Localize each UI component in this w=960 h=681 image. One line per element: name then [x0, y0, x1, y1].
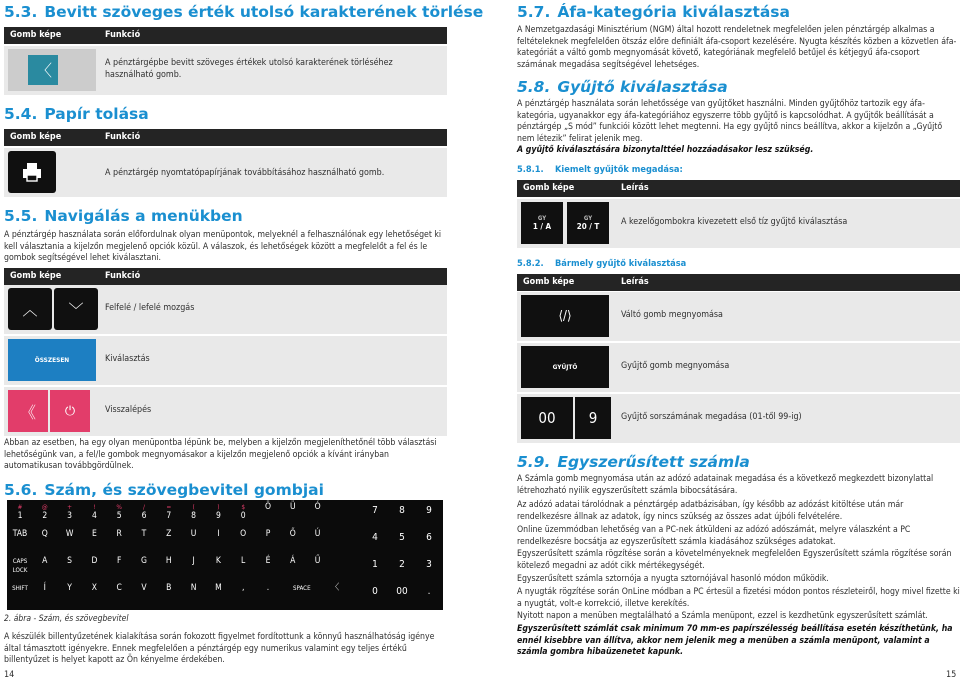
key-label: L — [241, 556, 246, 566]
key-label: F — [116, 556, 122, 566]
keyboard-key — [108, 503, 130, 521]
keyboard-key — [207, 557, 229, 566]
keyboard-key — [133, 503, 155, 521]
key-label: O — [240, 529, 247, 539]
keyboard-key — [158, 503, 180, 521]
keyboard-key — [133, 584, 155, 593]
key-label: Ú — [314, 529, 321, 539]
key-label: 0 — [240, 511, 246, 521]
numpad-key: 4 — [372, 532, 378, 543]
numpad-key: 7 — [372, 505, 378, 516]
table-row — [517, 394, 960, 443]
row-description: Gyűjtő sorszámának megadása (01-től 99-ig) — [621, 412, 802, 422]
keyboard-key — [83, 584, 105, 593]
row-description: A pénztárgép nyomtatópapírjának továbbításához használható gomb. — [105, 168, 385, 178]
section-5-3-heading: 5.3. Bevitt szöveges érték utolsó karakterének törlése — [4, 3, 484, 21]
power-key — [50, 390, 90, 432]
table-row — [517, 199, 960, 248]
shift-key — [521, 295, 609, 337]
printer-icon — [20, 160, 44, 184]
numpad-key: 0 — [372, 586, 378, 597]
key-label: A — [42, 556, 48, 566]
key-symbol: ) — [217, 503, 220, 511]
back-key — [8, 390, 48, 432]
keyboard-key — [307, 503, 329, 512]
key-label: M — [215, 583, 222, 593]
keyboard-key — [59, 557, 81, 566]
keyboard-key — [282, 584, 322, 593]
keyboard-key — [257, 584, 279, 593]
key-label: 3 — [67, 511, 73, 521]
backspace-key: 〈 — [8, 49, 96, 91]
keyboard-key — [232, 557, 254, 566]
key-label: 〈 — [330, 583, 340, 593]
key-label: W — [65, 529, 74, 539]
key-label: 4 — [91, 511, 97, 521]
numpad-key: 00 — [396, 586, 408, 597]
section-paragraph: Online üzemmódban lehetőség van a PC-nek átküldeni az adózó adószámát, melyre válaszként a PC rendelkezésre bocsátja az egyszerűsített számla kiadásához szükséges adatokat. — [517, 525, 911, 547]
down-key — [54, 288, 98, 330]
keyboard-key — [59, 503, 81, 521]
keyboard-key — [207, 584, 229, 593]
key-label: H — [165, 556, 172, 566]
key-label: Ű — [314, 556, 321, 566]
keyboard-key — [108, 530, 130, 539]
keyboard-key — [34, 557, 56, 566]
keyboard-key — [324, 584, 346, 593]
key-label: CAPS LOCK — [12, 558, 28, 574]
key-label: . — [266, 583, 270, 593]
section-5-5-heading: 5.5. Navigálás a menükben — [4, 207, 243, 225]
section-paragraph: A Nemzetgazdasági Minisztérium (NGM) által hozott rendeletnek megfelelően jelen pénztárgép alkalmas a feltételeknek megfelelően ötszáz előre definiált áfa-csoport kezelésére. Nyugta készítés közben a közvetlen áfa-kategóriát a váltó gomb megnyomását követő, kategóriának megfelelő betűjel és kétjegyű áfa-csoport számának megadása segítségével lehetséges. — [517, 25, 957, 70]
keyboard-key — [207, 503, 229, 521]
keyboard-key — [108, 557, 130, 566]
key-label: I — [217, 529, 220, 539]
key-label: SPACE — [292, 585, 311, 592]
section-paragraph: A pénztárgép használata során lehetőssége van gyűjtőket használni. Minden gyűjtőhöz tartozik egy áfa-kategória, ugyanakkor egy áfa-kategóriához egyszerre több gyűjtő is kapcsolódhat. A gyűjtők beállítását a pénztárgép „S mód” funkciói között lehet megtenni. Ha egy gyűjtő nincs beállítva, akkor a kijelzőn a „Gyűjtő nem létezik” felirat jelenik meg. — [517, 99, 943, 144]
key-label: D — [91, 556, 98, 566]
key-label: 2 — [42, 511, 48, 521]
keyboard-key — [183, 503, 205, 521]
table-header: Gomb képe Funkció — [4, 27, 447, 44]
keyboard-key — [83, 557, 105, 566]
key-symbol: $ — [241, 503, 246, 511]
keyboard-key — [83, 530, 105, 539]
section-paragraph: Abban az esetben, ha egy olyan menüpontba lépünk be, melyben a kijelzőn megjeleníthetőnél több választási lehetőségünk van, a fel/le gombok megnyomásakor a kijelzőn megjelenő opciók a kívánt irányban automatikusan továbbgördülnek. — [4, 438, 437, 471]
section-5-7-heading: 5.7. Áfa-kategória kiválasztása — [517, 3, 790, 21]
key-label: X — [91, 583, 98, 593]
section-5-4-heading: 5.4. Papír tolása — [4, 105, 149, 123]
section-5-6-heading: 5.6. Szám, és szövegbevitel gombjai — [4, 481, 324, 499]
page-number: 15 — [946, 670, 957, 680]
section-paragraph: A Számla gomb megnyomása után az adózó adatainak megadása és a következő megkezdett bizonylattal létrehozható nyilik egyszerűsített számla bibocsátására. — [517, 474, 934, 496]
key-label: Z — [166, 529, 172, 539]
key-label: TAB — [12, 529, 28, 539]
key-symbol: @ — [41, 503, 48, 511]
code-shift-icon: ⟨/⟩ — [558, 308, 572, 324]
table-row — [517, 292, 960, 341]
table-header: Gomb képe Leírás — [517, 274, 960, 291]
collector-key: GYŰJTŐ — [521, 346, 609, 388]
numpad-key: 2 — [399, 559, 405, 570]
key-label: N — [190, 583, 197, 593]
keyboard-key — [158, 530, 180, 539]
table-row — [4, 336, 447, 385]
double-chevron-left-icon: 《 — [19, 402, 36, 422]
key-symbol: + — [67, 503, 73, 511]
key-label: SHIFT — [12, 585, 28, 592]
section-5-9-heading: 5.9. Egyszerűsített számla — [517, 453, 750, 471]
section-paragraph: Az adózó adatai tárolódnak a pénztárgép adatbázisában, így később az adózást kitöltése után már rendelkezésre állnak az adatok, így nincs szükség az összes adat újbóli felvételére. — [517, 500, 904, 522]
keyboard-key — [34, 503, 56, 521]
row-description: Gyűjtő gomb megnyomása — [621, 361, 730, 371]
keyboard-key — [59, 584, 81, 593]
keyboard-key — [257, 557, 279, 566]
key-symbol: ( — [192, 503, 195, 511]
key-symbol: % — [116, 503, 122, 511]
key-label: R — [116, 529, 122, 539]
key-label: É — [265, 556, 271, 566]
keyboard-key — [282, 530, 304, 539]
chevron-up-icon: ︿ — [22, 300, 38, 319]
numpad-key: 8 — [399, 505, 405, 516]
key-label: Y — [67, 583, 72, 593]
key-label: J — [192, 556, 195, 566]
numpad-key: . — [427, 586, 431, 597]
section-paragraph: A nyugták rögzítése során OnLine módban a PC értesül a fizetési módon pontos részleteiről, hogy mivel fizette ki a nyugtát, volt-e korrekció, illetve kerekítés. — [517, 587, 960, 609]
numpad-key: 1 — [372, 559, 378, 570]
key-label: 5 — [116, 511, 122, 521]
keyboard-key — [232, 584, 254, 593]
section-5-8-2-heading: 5.8.2. Bármely gyűjtő kiválasztása — [517, 258, 687, 269]
table-row — [4, 285, 447, 334]
power-icon: ⏻ — [64, 403, 76, 419]
key-label: U — [190, 529, 197, 539]
keyboard-key — [232, 503, 254, 521]
key-label: B — [166, 583, 172, 593]
keyboard-key — [59, 530, 81, 539]
key-label: 8 — [191, 511, 197, 521]
page-number: 14 — [4, 670, 15, 680]
key-label: Á — [290, 556, 296, 566]
row-description: A pénztárgépbe bevitt szöveges értékek utolsó karakterének törléséhez használható gomb. — [105, 58, 393, 80]
key-label: Ö — [264, 502, 272, 512]
nine-key: 9 — [575, 397, 611, 439]
important-note: Egyszerűsített számlát csak minimum 70 mm-es papírszélesség beállítása esetén készíthetünk, ha ennél kisebbre van állítva, akkor nem jelenik meg a menüben a számla menüpont, valamint a számla gombra hibaüzenetet kapunk. — [517, 624, 953, 657]
keyboard-key — [9, 530, 31, 539]
section-intro: A pénztárgép használata során előfordulnak olyan menüpontok, melyeknél a felhasználónak egy lehetőséget ki kell választania a kijelzőn megjelenő opciók közül. A válaszok, és lehetőségek között a megfelelőt a fel és le gombok segítségével lehet kiválasztani. — [4, 230, 442, 263]
key-symbol: = — [166, 503, 172, 511]
section-paragraph: Nyitott napon a menüben megtalálható a Számla menüpont, ezzel is kezdhetünk egyszerűsített számlát. — [517, 611, 928, 621]
table-row — [4, 387, 447, 436]
section-5-8-1-heading: 5.8.1. Kiemelt gyűjtők megadása: — [517, 164, 683, 175]
row-description: Kiválasztás — [105, 354, 150, 364]
keyboard-key — [207, 530, 229, 539]
keyboard-key — [282, 557, 304, 566]
keyboard-key — [232, 530, 254, 539]
key-label: Q — [41, 529, 48, 539]
warning-text: A gyűjtő kiválasztására bizonytalttéel hozzáadásakor lesz szükség. — [517, 145, 814, 155]
keyboard-key — [307, 557, 329, 566]
keyboard-key — [108, 584, 130, 593]
keyboard-key — [183, 530, 205, 539]
group-key-1: GY 1 / A — [521, 202, 563, 244]
key-symbol: ! — [93, 503, 96, 511]
total-key: ÖSSZESEN — [8, 339, 96, 381]
section-paragraph: Egyszerűsített számla sztornója a nyugta sztornójával hasonló módon működik. — [517, 574, 829, 584]
table-header: Gomb képe Funkció — [4, 129, 447, 146]
key-label: K — [215, 556, 221, 566]
double-zero-key: 00 — [521, 397, 573, 439]
keyboard-key — [133, 530, 155, 539]
key-label: G — [141, 556, 147, 566]
keyboard-key — [133, 557, 155, 566]
keyboard-key — [158, 584, 180, 593]
key-symbol: / — [143, 503, 145, 511]
keyboard-key — [9, 557, 31, 575]
table-row — [4, 148, 447, 197]
key-label: 9 — [215, 511, 221, 521]
chevron-down-icon: ﹀ — [68, 300, 84, 319]
figure-caption: 2. ábra - Szám, és szövegbevitel — [4, 614, 129, 624]
key-label: V — [141, 583, 147, 593]
up-key — [8, 288, 52, 330]
numpad-key: 9 — [426, 505, 432, 516]
key-label: Ü — [289, 502, 296, 512]
table-row — [4, 46, 447, 95]
keyboard-key — [282, 503, 304, 512]
key-label: Ó — [314, 502, 321, 512]
group-key-20: GY 20 / T — [567, 202, 609, 244]
table-row — [517, 343, 960, 392]
keyboard-key — [183, 557, 205, 566]
keyboard-key — [183, 584, 205, 593]
keyboard-figure — [7, 500, 443, 610]
key-label: , — [241, 583, 245, 593]
keyboard-key — [158, 557, 180, 566]
key-label: Ő — [289, 529, 296, 539]
keyboard-key — [257, 503, 279, 512]
numpad-key: 6 — [426, 532, 432, 543]
keyboard-key — [34, 584, 56, 593]
row-description: Visszalépés — [105, 405, 152, 415]
row-description: Váltó gomb megnyomása — [621, 310, 723, 320]
key-label: Í — [43, 583, 46, 593]
keyboard-key — [9, 503, 31, 521]
key-label: E — [91, 529, 97, 539]
keyboard-key — [83, 503, 105, 521]
keyboard-key — [307, 530, 329, 539]
keyboard-key — [34, 530, 56, 539]
numpad-key: 3 — [426, 559, 432, 570]
paper-feed-key — [8, 151, 56, 193]
key-label: P — [265, 529, 271, 539]
key-label: T — [141, 529, 147, 539]
key-label: 1 — [17, 511, 23, 521]
section-paragraph: Egyszerűsített számla rögzítése során a követelményeknek megfelelően Egyszerűsített számla rögzítése során kötelező megadni az adót cikk mértékegységét. — [517, 549, 952, 571]
numpad-key: 5 — [399, 532, 405, 543]
key-label: 7 — [166, 511, 172, 521]
key-label: C — [116, 583, 122, 593]
key-label: S — [67, 556, 73, 566]
key-label: 6 — [141, 511, 147, 521]
keyboard-key — [9, 584, 31, 593]
section-5-8-heading: 5.8. Gyűjtő kiválasztása — [517, 78, 728, 96]
row-description: Felfelé / lefelé mozgás — [105, 303, 195, 313]
section-paragraph: A készülék billentyűzetének kialakítása során fokozott figyelmet fordítottunk a könnyű használhatóság igénye által támasztott igényekre. Ennek megfelelően a pénztárgép egy numerikus valamint egy teljes értékű billentyűzet is helyet kapott az Ön kényelme érdekében. — [4, 632, 435, 665]
table-header: Gomb képe Funkció — [4, 268, 447, 285]
keyboard-key — [257, 530, 279, 539]
table-header: Gomb képe Leírás — [517, 180, 960, 197]
row-description: A kezelőgombokra kivezetett első tíz gyűjtő kiválasztása — [621, 217, 848, 227]
key-symbol: # — [17, 503, 23, 511]
